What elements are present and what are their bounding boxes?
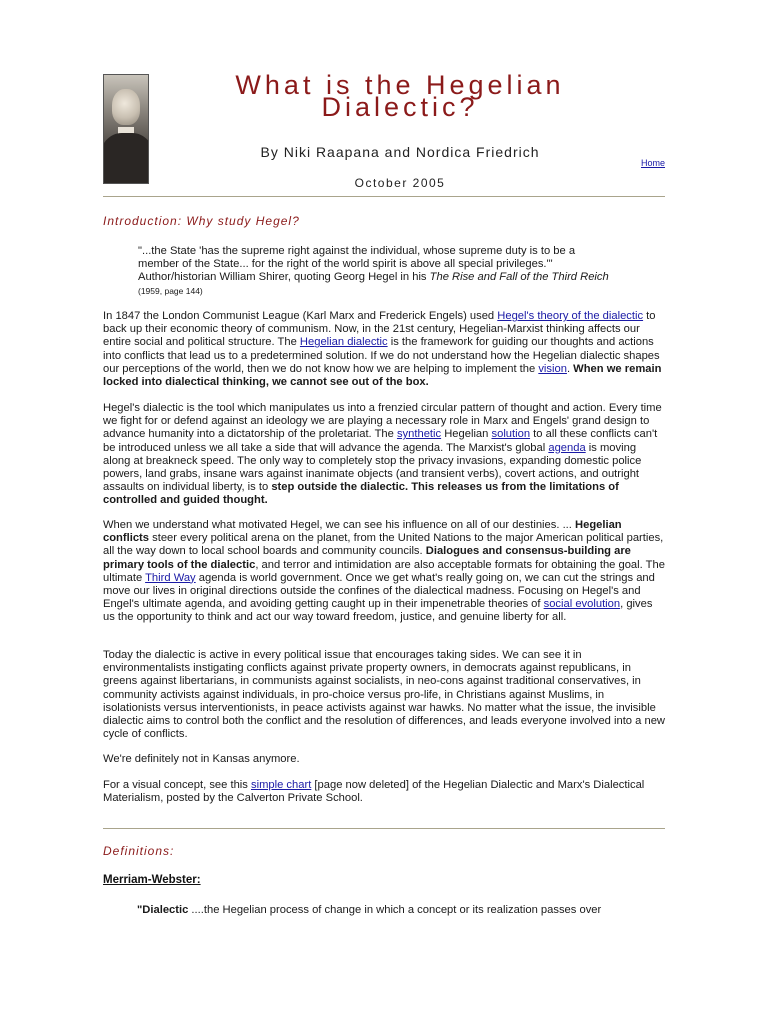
p1-text: In 1847 the London Communist League (Karl Marx and Frederick Engels) used bbox=[103, 310, 498, 322]
quote-attribution: Author/historian William Shirer, quoting Georg Hegel in his bbox=[138, 271, 430, 284]
p3-text: , and terror and intimidation are also acceptable formats for obtaining the goal. The ultimate bbox=[103, 558, 665, 584]
paragraph-5: We're definitely not in Kansas anymore. bbox=[103, 753, 300, 765]
page-title-line1: What is the Hegelian bbox=[235, 70, 565, 100]
paragraph-6 bbox=[103, 779, 665, 805]
p3-text: , gives us the opportunity to think and act our way toward freedom, justice, and genuine liberty for all. bbox=[103, 598, 653, 624]
link-simple-chart[interactable]: simple chart bbox=[251, 779, 312, 791]
intro-heading: Introduction: Why study Hegel? bbox=[103, 214, 300, 228]
p1-text: . bbox=[566, 362, 574, 375]
definition-text: ....the Hegelian process of change in which a concept or its realization passes over bbox=[188, 904, 602, 916]
link-agenda[interactable]: agenda bbox=[548, 441, 586, 454]
portrait-face bbox=[112, 89, 140, 125]
quote-book-title: The Rise and Fall of the Third Reich bbox=[429, 271, 609, 284]
definition-term: "Dialectic bbox=[137, 904, 189, 916]
divider-top bbox=[103, 196, 665, 197]
home-link[interactable]: Home bbox=[641, 158, 666, 168]
paragraph-4: Today the dialectic is active in every political issue that encourages taking sides. We can see it in environmentalists instigating conflicts against private property owners, in democrats against republicans, in greens against libertarians, in communists against socialists, in neo-cons against traditional conservatives, in community activists against individuals, in pro-choice versus pro-life, in Christians against Muslims, in isolationists versus interventionists, in peace activists against war hawks. No matter what the issue, the invisible dialectic aims to control both the conflict and the resolution of differences, and leads everyone involved into a new cycle of conflicts. bbox=[103, 649, 665, 741]
divider-definitions bbox=[103, 828, 665, 829]
quote-text: "...the State 'has the supreme right against the individual, whose supreme duty is to be a member of the State... for the right of the world spirit is above all special privileges.'" bbox=[138, 245, 576, 271]
portrait-coat bbox=[103, 133, 149, 184]
definitions-heading: Definitions: bbox=[103, 844, 175, 858]
definition-dialectic bbox=[137, 904, 657, 916]
p1-bold: When we remain locked into dialectical thinking, we cannot see out of the box. bbox=[103, 362, 662, 389]
paragraph-1 bbox=[103, 310, 665, 389]
link-solution[interactable]: solution bbox=[491, 428, 531, 441]
hegel-portrait bbox=[103, 74, 149, 184]
p3-bold: Hegelian conflicts bbox=[103, 519, 622, 545]
p6-text: [page now deleted] of the Hegelian Dialectic and Marx's Dialectical Materialism, posted by the Calverton Private School. bbox=[103, 779, 645, 805]
quote-citation: (1959, page 144) bbox=[138, 285, 203, 296]
link-hegels-theory[interactable]: Hegel's theory of the dialectic bbox=[497, 310, 644, 322]
p2-bold: step outside the dialectic. This releases us from the limitations of controlled and guided thought. bbox=[103, 481, 619, 507]
p2-text: Hegel's dialectic is the tool which manipulates us into a frenzied circular pattern of thought and action. Every time we fight for or defend against an ideology we are playing a necessary role in Marx and Engels' grand design to advance humanity into a dictatorship of the proletariat. The bbox=[103, 402, 662, 441]
p6-text: For a visual concept, see this bbox=[103, 779, 251, 791]
p2-text: Hegelian bbox=[441, 428, 492, 441]
page-title bbox=[200, 70, 600, 122]
p3-text: When we understand what motivated Hegel, we can see his influence on all of our destinies. ... bbox=[103, 519, 576, 531]
byline: By Niki Raapana and Nordica Friedrich bbox=[260, 144, 540, 160]
link-third-way[interactable]: Third Way bbox=[145, 571, 196, 584]
publication-date: October 2005 bbox=[354, 176, 446, 190]
p2-text: is moving along at breakneck speed. The only way to completely stop the privacy invasions, expanding domestic police powers, land grabs, insane wars against inanimate objects (and transient verbs), covert actions, and outright assaults on individual liberty, is to bbox=[103, 441, 642, 494]
link-synthetic[interactable]: synthetic bbox=[396, 428, 442, 441]
link-vision[interactable]: vision bbox=[538, 362, 567, 375]
p2-text: to all these conflicts can't be introduced unless we all take a side that will advance the agenda. The Marxist's global bbox=[103, 428, 658, 454]
p3-text: steer every political arena on the planet, from the United Nations to the major American political parties, all the way down to local school boards and community councils. bbox=[103, 532, 664, 558]
paragraph-2 bbox=[103, 402, 665, 508]
paragraph-3 bbox=[103, 519, 665, 625]
page-title-line2: Dialectic? bbox=[321, 92, 479, 122]
p3-bold: Dialogues and consensus-building are primary tools of the dialectic bbox=[103, 545, 631, 571]
p1-text: is the framework for guiding our thoughts and actions into conflicts that lead us to a predetermined solution. If we do not understand how the Hegelian dialectic shapes our perceptions of the world, then we do not know how we are helping to implement the bbox=[103, 336, 660, 375]
p3-text: agenda is world government. Once we get what's really going on, we can cut the strings and move our lives in original directions outside the confines of the dialectical madness. Focusing on Hegel's and Engel's ultimate agenda, and avoiding getting caught up in their impenetrable theories of bbox=[103, 571, 655, 611]
p1-text: to back up their economic theory of communism. Now, in the 21st century, Hegelian-Marxist thinking affects our entire social and political structure. The bbox=[103, 310, 656, 349]
definition-source: Merriam-Webster: bbox=[103, 874, 201, 886]
link-hegelian-dialectic[interactable]: Hegelian dialectic bbox=[299, 336, 388, 349]
link-social-evolution[interactable]: social evolution bbox=[543, 598, 621, 611]
shirer-quote bbox=[138, 245, 618, 298]
